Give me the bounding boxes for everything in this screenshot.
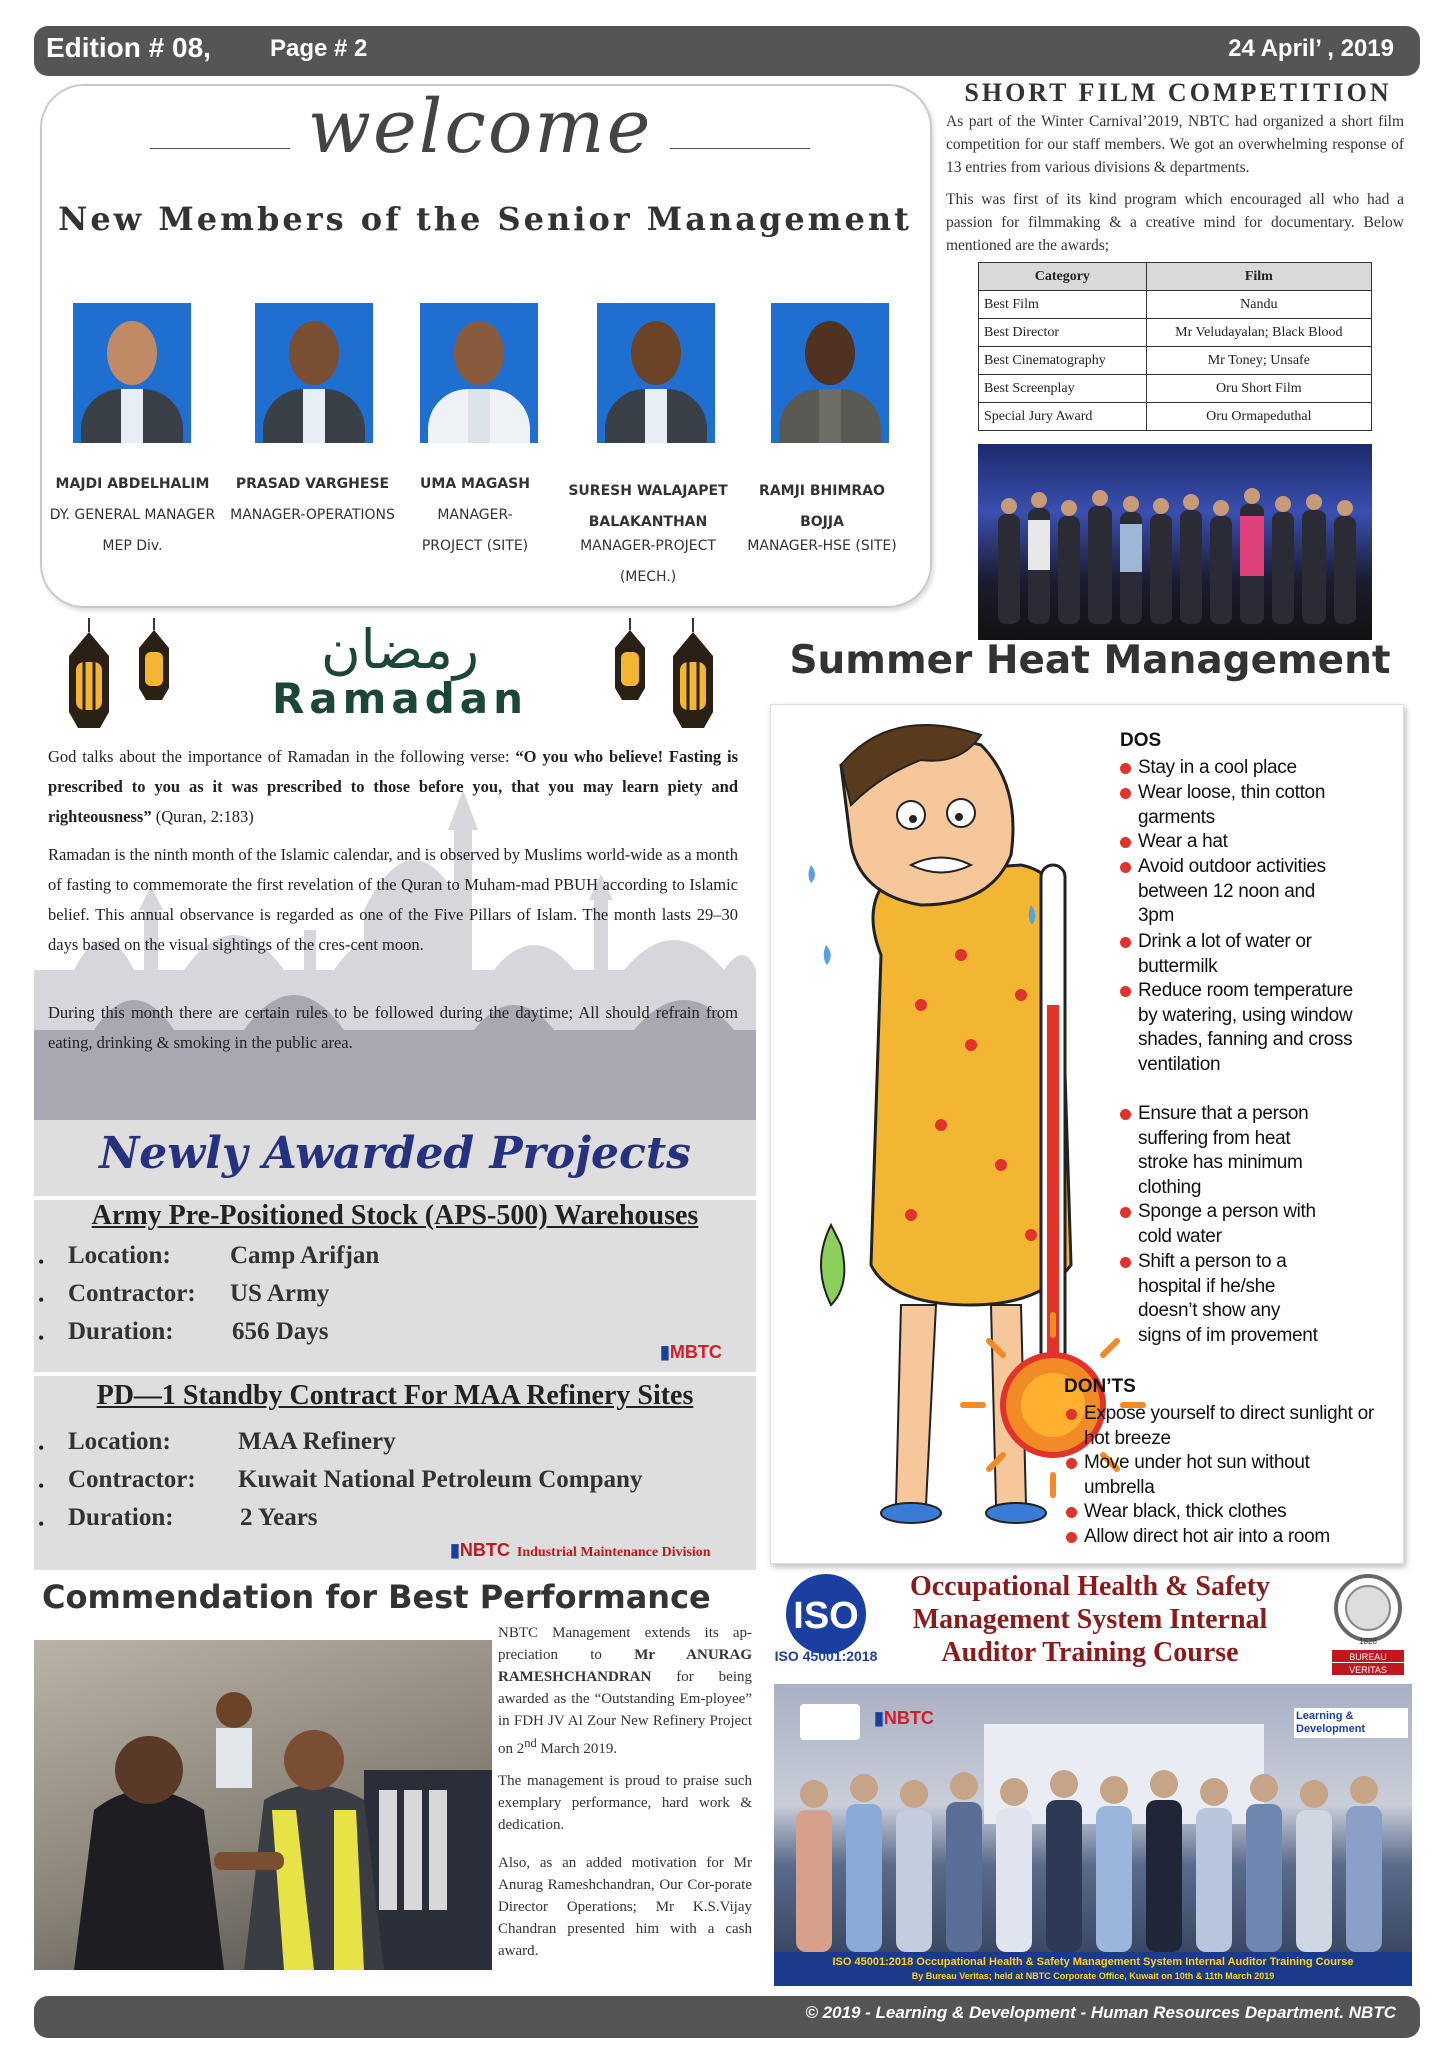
dos-item: Shift a person to a hospital if he/she doesn’t show any signs of im provement [1138,1250,1318,1348]
divider-left [150,148,290,149]
welcome-heading: welcome [307,84,653,170]
training-banner [774,1952,1412,1986]
member-name: PRASAD VARGHESE [235,476,390,492]
donts-item: Move under hot sun without umbrella [1084,1451,1334,1500]
table-header: Category [979,263,1147,291]
dos-item: Sponge a person with cold water [1138,1200,1328,1249]
dos-heading: DOS [1120,730,1162,751]
member-name: SURESH WALAJAPET BALAKANTHAN [568,483,728,530]
project-duration: Duration: 2 Years [68,1504,318,1531]
iso-standard-label: ISO 45001:2018 [774,1648,878,1664]
footer-bar [34,1996,1420,2038]
project-title: Army Pre-Positioned Stock (APS-500) Warehouses [91,1200,699,1231]
divider [34,1372,756,1376]
bullet-icon: • [38,1514,45,1534]
stage-group-illustration [978,444,1372,640]
lantern-icon [134,618,174,713]
dos-item: Stay in a cool place [1138,756,1388,781]
donts-heading: DON’TS [1064,1376,1136,1397]
divider-right [670,148,810,149]
member-role: MANAGER-PROJECT (MECH.) [580,538,716,585]
senior-management-heading: New Members of the Senior Management [58,200,912,238]
table-row: Best Cinematography Mr Toney; Unsafe [979,347,1372,375]
ramadan-rules: During this month there are certain rules to be followed during the daytime; All should refrain from eating, drinking & smoking in the public area. [48,1003,738,1052]
table-row: Special Jury Award Oru Ormapeduthal [979,403,1372,431]
projects-heading: Newly Awarded Projects [99,1128,691,1179]
footer-copyright: © 2019 - Learning & Development - Human Resources Department. NBTC [805,2003,1396,2022]
banner-line-2: By Bureau Veritas; held at NBTC Corporate Office, Kuwait on 10th & 11th March 2019 [911,1971,1275,1981]
mbtc-logo: ▮MBTC [660,1342,722,1362]
page-number: Page # 2 [270,35,368,62]
dos-item: Avoid outdoor activities between 12 noon and 3pm [1138,855,1343,929]
dos-item: Wear a hat [1138,830,1388,855]
dos-item: Ensure that a person suffering from heat stroke has minimum clothing [1138,1102,1313,1200]
member-photo [420,303,538,443]
member-photo [73,303,191,443]
member-role: MANAGER- PROJECT (SITE) [421,507,529,554]
handshake-illustration [34,1640,492,1970]
bullet-icon: • [38,1328,45,1348]
table-row: Best Film Nandu [979,291,1372,319]
member-name: MAJDI ABDELHALIM [55,476,210,492]
ramadan-heading: Ramadan [271,674,529,723]
banner-line-1: ISO 45001:2018 Occupational Health & Safety Management System Internal Auditor Training Course [832,1956,1354,1968]
nbtc-division-logo: ▮NBTC Industrial Maintenance Division [450,1540,711,1560]
table-row: Best Director Mr Veludayalan; Black Blood [979,319,1372,347]
issue-date: 24 April’ , 2019 [1228,35,1394,62]
member-name: UMA MAGASH [420,476,530,492]
nbtc-logo: ▮NBTC [874,1708,934,1728]
lantern-icon [62,618,116,745]
member-photo [771,303,889,443]
ohs-course-heading: Occupational Health & Safety Management System Internal Auditor Training Course [909,1571,1271,1668]
ramadan-verse: God talks about the importance of Ramadan in the following verse: “O you who believe! Fasting is prescribed to you as it was prescribed to those before you, that you may learn piety and righteousness” (Quran, 2:183) [48,747,738,826]
bv-bottom-text: VERITAS [1349,1665,1387,1675]
donts-item: Allow direct hot air into a room [1084,1525,1384,1550]
short-film-description: This was first of its kind program which encouraged all who had a passion for filmmaking & a creative mind for documentary. Below mentioned are the awards; [946,191,1404,254]
project-contractor: Contractor: Kuwait National Petroleum Company [68,1466,643,1493]
bullet-icon: • [38,1290,45,1310]
award-ceremony-photo [978,444,1372,640]
bullet-icon: • [38,1438,45,1458]
member-photo [255,303,373,443]
edition-label: Edition # 08, [46,32,211,63]
dos-item: Drink a lot of water or buttermilk [1138,930,1328,979]
bureau-veritas-logo [1328,1570,1408,1678]
lantern-icon [666,618,720,745]
commendation-text-2: The management is proud to praise such exemplary performance, hard work & dedication. [498,1773,752,1833]
table-row: Best Screenplay Oru Short Film [979,375,1372,403]
member-role: MANAGER-HSE (SITE) [747,538,897,554]
commendation-heading: Commendation for Best Performance [42,1578,711,1616]
learning-development-logo: Learning & Development [1294,1708,1408,1738]
short-film-heading: SHORT FILM COMPETITION [964,78,1392,107]
bullet-icon: • [38,1476,45,1496]
lantern-icon [610,618,650,713]
awards-table [978,262,1372,431]
project-duration: Duration: 656 Days [68,1318,329,1345]
donts-item: Wear black, thick clothes [1084,1500,1384,1525]
short-film-intro: As part of the Winter Carnival’2019, NBTC had organized a short film competition for our staff members. We got an overwhelming response of 13 entries from various divisions & departments. [946,113,1404,176]
bv-year-text: 1828 [1359,1637,1377,1646]
bv-mini-logo [800,1704,860,1740]
bullet-icon: • [38,1252,45,1272]
commendation-photo [34,1640,492,1970]
ramadan-description: Ramadan is the ninth month of the Islamic calendar, and is observed by Muslims world-wide as a month of fasting to commemorate the first revelation of the Quran to Muham-mad PBUH according to Islamic belief. This annual observance is regarded as one of the Five Pillars of Islam. The month lasts 29–30 days based on the visual sightings of the cres-cent moon. [48,845,738,954]
member-photo [597,303,715,443]
commendation-text-3: Also, as an added motivation for Mr Anurag Rameshchandran, Our Cor-porate Director Operations; Mr K.S.Vijay Chandran presented him with a cash award. [498,1855,752,1959]
dos-item: Reduce room temperature by watering, using window shades, fanning and cross ventilation [1138,979,1353,1077]
project-location: Location: MAA Refinery [68,1428,396,1455]
iso-text: ISO [793,1595,859,1637]
member-name: RAMJI BHIMRAO BOJJA [759,483,885,530]
project-title: PD—1 Standby Contract For MAA Refinery Sites [96,1380,694,1411]
bv-top-text: BUREAU [1349,1652,1387,1662]
summer-heat-heading: Summer Heat Management [789,638,1391,683]
header-bar [34,26,1420,76]
commendation-text-1: NBTC Management extends its ap-preciation to Mr ANURAG RAMESHCHANDRAN for being awarded as the “Outstanding Em-ployee” in FDH JV Al Zour New Refinery Project on 2nd March 2019. [498,1625,753,1757]
training-group-photo [774,1684,1412,1986]
donts-item: Expose yourself to direct sunlight or hot breeze [1084,1402,1384,1451]
table-header: Film [1146,263,1371,291]
member-role: MANAGER-OPERATIONS [230,507,395,523]
member-role: DY. GENERAL MANAGER MEP Div. [49,507,216,554]
ramadan-arabic-title: رمضان [321,618,479,681]
project-location: Location: Camp Arifjan [68,1242,380,1269]
project-contractor: Contractor: US Army [68,1280,330,1307]
dos-item: Wear loose, thin cotton garments [1138,781,1338,830]
